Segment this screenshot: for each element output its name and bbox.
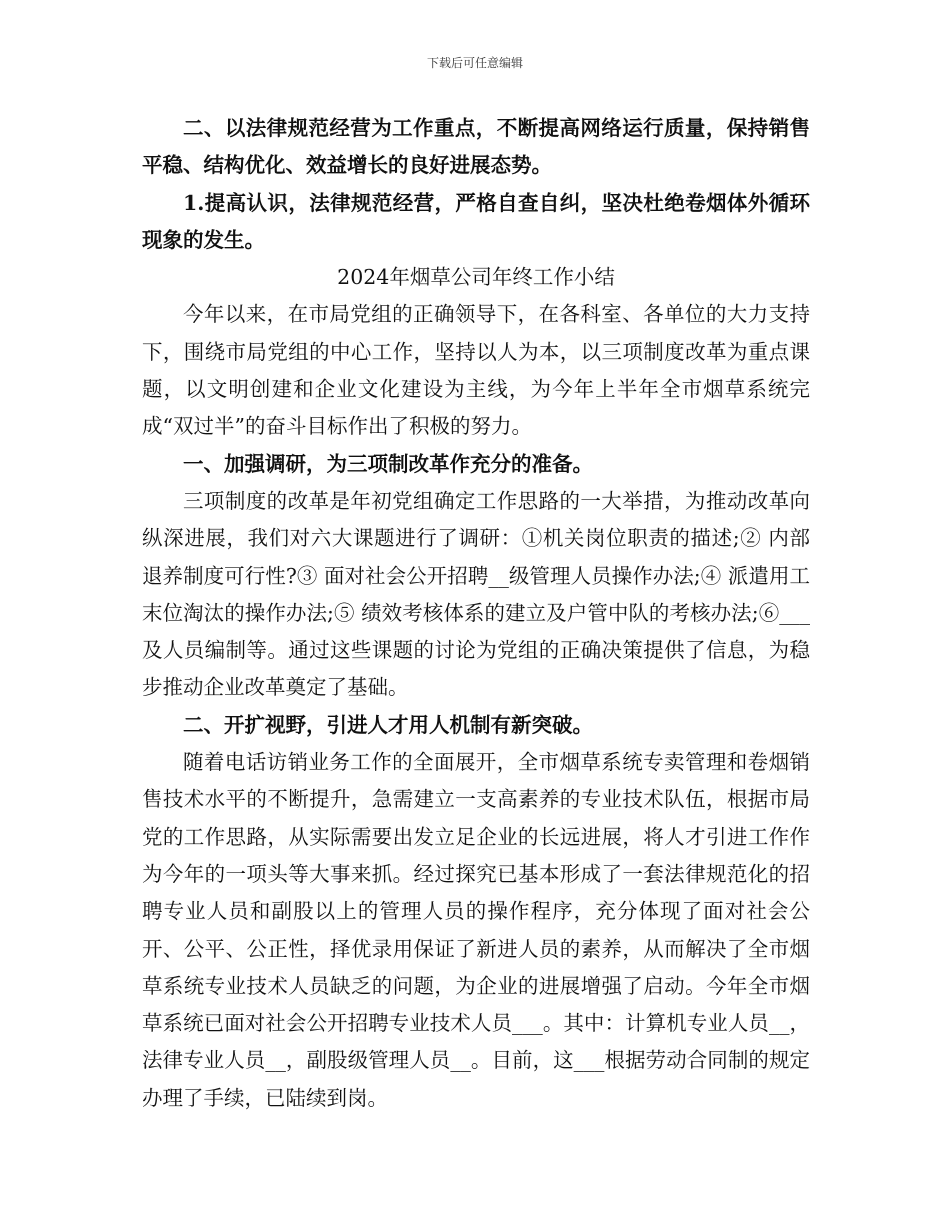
header-note: 下载后可任意编辑 bbox=[426, 56, 523, 70]
talent-paragraph: 随着电话访销业务工作的全面展开，全市烟草系统专卖管理和卷烟销售技术水平的不断提升，急需建立一支高素养的专业技术队伍，根据市局党的工作思路，从实际需要出发立足企业的长远进展，将人才引进工作作为今年的一项头等大事来抓。经过探究已基本形成了一套法律规范化的招聘专业人员和副股以上的管理人员的操作程序，充分体现了面对社会公开、公平、公正性，择优录用保证了新进人员的素养，从而解决了全市烟草系统专业技术人员缺乏的问题，为企业的进展增强了启动。今年全市烟草系统已面对社会公开招聘专业技术人员___。其中：计算机专业人员__，法律专业人员__，副股级管理人员__。目前，这___根据劳动合同制的规定办理了手续，已陆续到岗。 bbox=[142, 750, 810, 1110]
intro-paragraph: 今年以来，在市局党组的正确领导下，在各科室、各单位的大力支持下，围绕市局党组的中心工作，坚持以人为本，以三项制度改革为重点课题，以文明创建和企业文化建设为主线，为今年上半年全市烟草系统完成“双过半”的奋斗目标作出了积极的努力。 bbox=[142, 302, 810, 439]
subsection-heading-awareness: 1.提高认识，法律规范经营，严格自查自纠，坚决杜绝卷烟体外循环现象的发生。 bbox=[142, 190, 810, 252]
research-paragraph: 三项制度的改革是年初党组确定工作思路的一大举措，为推动改革向纵深进展，我们对六大课题进行了调研：①机关岗位职责的描述;② 内部退养制度可行性?③ 面对社会公开招聘__级管理人员操作办法;④ 派遣用工末位淘汰的操作办法;⑤ 绩效考核体系的建立及户管中队的考核办法;⑥___及人员编制等。通过这些课题的讨论为党组的正确决策提供了信息，为稳步推动企业改革奠定了基础。 bbox=[142, 488, 810, 700]
document-body bbox=[142, 110, 810, 1117]
section-heading-talent: 二、开扩视野，引进人才用人机制有新突破。 bbox=[183, 712, 593, 737]
section-heading-research: 一、加强调研，为三项制改革作充分的准备。 bbox=[183, 451, 593, 476]
section-heading-law-compliance: 二、以法律规范经营为工作重点，不断提高网络运行质量，保持销售平稳、结构优化、效益增长的良好进展态势。 bbox=[142, 116, 810, 178]
document-title: 2024年烟草公司年终工作小结 bbox=[337, 265, 615, 290]
